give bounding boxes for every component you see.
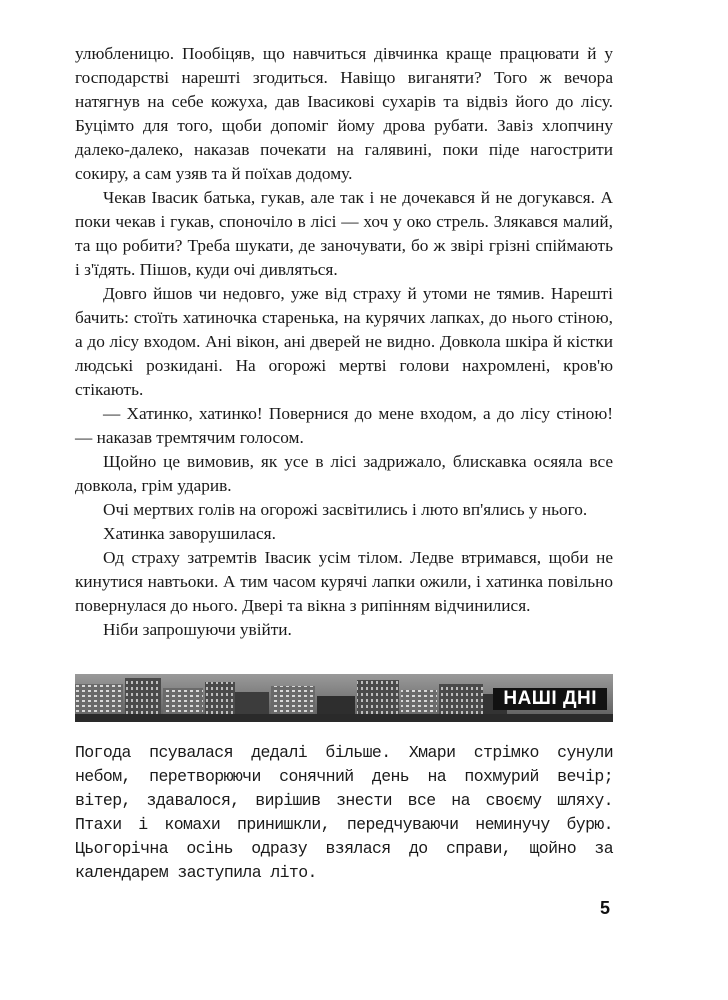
story-paragraph: Ніби запрошуючи увійти.	[103, 620, 292, 639]
story-paragraph: Очі мертвих голів на огорожі засвітились і люто вп'ялись у нього.	[103, 500, 588, 519]
story-paragraph: Хатинка заворушилася.	[103, 524, 276, 543]
section-banner	[75, 674, 613, 722]
story-paragraph: Довго йшов чи недовго, уже від страху й утоми не тямив. Нарешті бачить: стоїть хатиночка старенька, на курячих лапках, до нього стіною, а до лісу входом. Ані вікон, ані дверей не видно. Довкола шкіра й кістки людські розкидані. На огорожі мертві голови нахромлені, кров'ю стікають.	[75, 284, 613, 399]
story-paragraph: Чекав Івасик батька, гукав, але так і не дочекався й не догукався. А поки чекав і гукав, споночіло в лісі — хоч у око стрель. Злякався малий, та що робити? Треба шукати, де заночувати, бо ж звірі грізні спіймають і з'їдять. Пішов, куди очі дивляться.	[75, 188, 613, 279]
page-number: 5	[600, 898, 611, 918]
story-paragraph: — Хатинко, хатинко! Повернися до мене входом, а до лісу стіною! — наказав тремтячим голосом.	[75, 404, 613, 447]
section-title-badge: НАШІ ДНІ	[493, 688, 607, 710]
story-paragraph: улюбленицю. Пообіцяв, що навчиться дівчинка краще працювати й у господарстві нарешті згодиться. Навіщо виганяти? Того ж вечора натягнув на себе кожуха, дав Івасикові сухарів та відвіз його до лісу. Буцімто для того, щоби допоміг йому дрова рубати. Завіз хлопчину далеко-далеко, наказав почекати на галявині, поки піде нагострити сокиру, а сам узяв та й поїхав додому.	[75, 44, 613, 183]
fairy-tale-text	[75, 42, 613, 642]
story-paragraph: Од страху затремтів Івасик усім тілом. Ледве втримався, щоби не кинутися навтьоки. А тим часом курячі лапки ожили, і хатинка повільно повернулася до нього. Двері та вікна з рипінням відчинилися.	[75, 548, 613, 615]
modern-text	[75, 741, 613, 885]
story-paragraph: Щойно це вимовив, як усе в лісі задрижало, блискавка осяяла все довкола, грім ударив.	[75, 452, 613, 495]
modern-paragraph: Погода псувалася дедалі більше. Хмари стрімко сунули небом, перетворюючи сонячний день на похмурий вечір; вітер, здавалося, вирішив знести все на своєму шляху. Птахи і комахи принишкли, передчуваючи неминучу бурю. Цьогорічна осінь одразу взялася до справи, щойно за календарем заступила літо.	[75, 743, 613, 882]
